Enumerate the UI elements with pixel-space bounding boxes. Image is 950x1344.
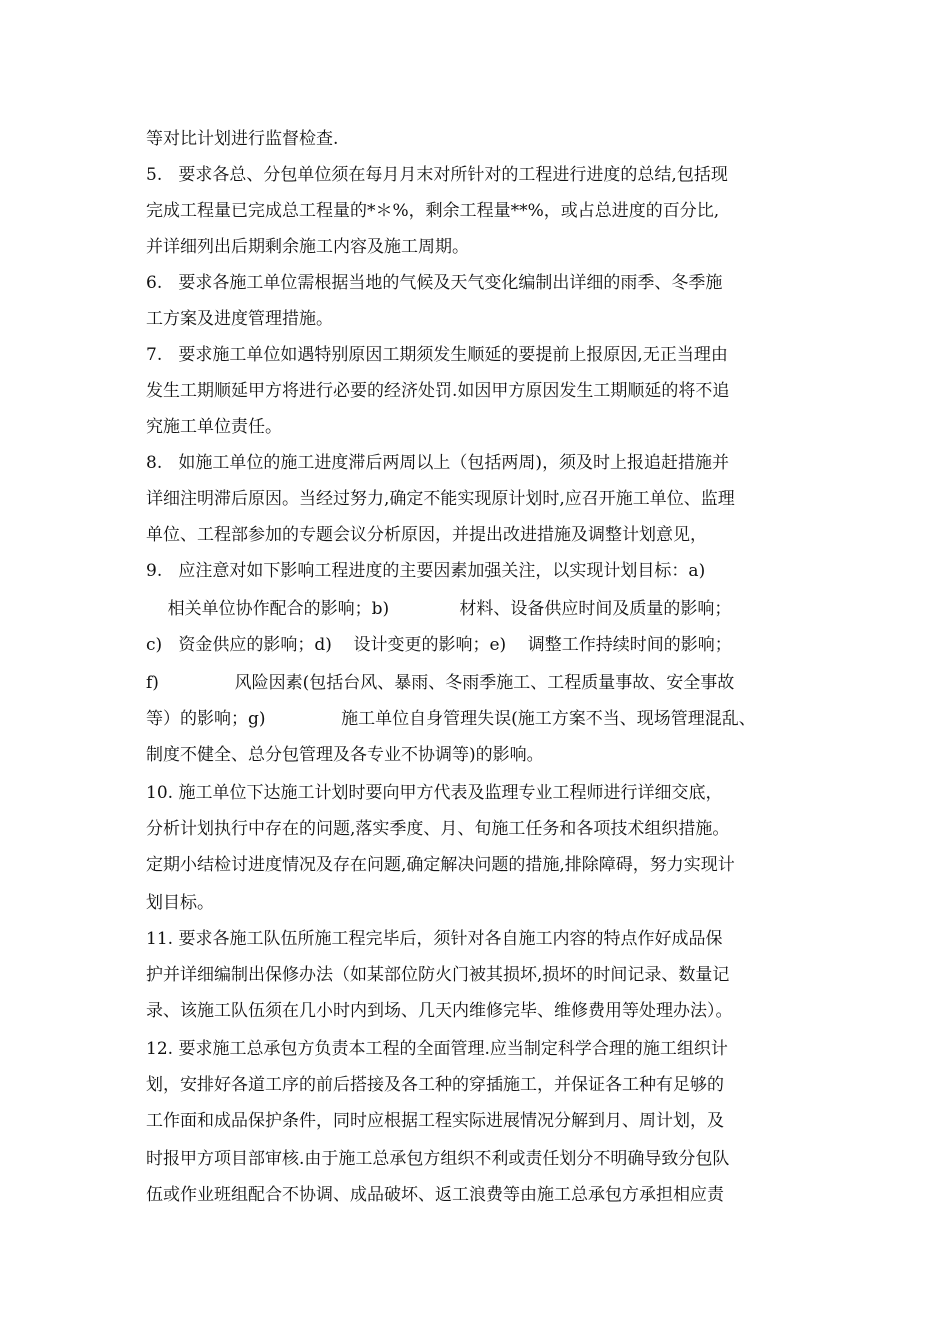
text-line: c) 资金供应的影响；d) 设计变更的影响；e) 调整工作持续时间的影响；: [146, 635, 732, 655]
text-line: 工作面和成品保护条件，同时应根据工程实际进展情况分解到月、周计划，及: [146, 1111, 724, 1131]
text-line: 8. 如施工单位的施工进度滞后两周以上（包括两周)，须及时上报追赶措施并: [146, 453, 730, 473]
text-line: 工方案及进度管理措施。: [146, 309, 333, 329]
text-line: 究施工单位责任。: [146, 417, 282, 437]
text-line: 5. 要求各总、分包单位须在每月月末对所针对的工程进行进度的总结,包括现: [146, 165, 728, 185]
text-line: 10. 施工单位下达施工计划时要向甲方代表及监理专业工程师进行详细交底，: [146, 783, 723, 803]
text-line: 11. 要求各施工队伍所施工程完毕后，须针对各自施工内容的特点作好成品保: [146, 929, 723, 949]
text-line: 时报甲方项目部审核.由于施工总承包方组织不利或责任划分不明确导致分包队: [146, 1149, 730, 1169]
text-line: f) 风险因素(包括台风、暴雨、冬雨季施工、工程质量事故、安全事故: [146, 673, 735, 693]
text-line: 护并详细编制出保修办法（如某部位防火门被其损坏,损坏的时间记录、数量记: [146, 965, 730, 985]
text-line: 等对比计划进行监督检查.: [146, 129, 339, 149]
text-line: 等）的影响；g) 施工单位自身管理失误(施工方案不当、现场管理混乱、: [146, 709, 756, 729]
text-line: 6. 要求各施工单位需根据当地的气候及天气变化编制出详细的雨季、冬季施: [146, 273, 723, 293]
text-line: 单位、工程部参加的专题会议分析原因，并提出改进措施及调整计划意见，: [146, 525, 707, 545]
text-line: 分析计划执行中存在的问题,落实季度、月、旬施工任务和各项技术组织措施。: [146, 819, 730, 839]
text-line: 发生工期顺延甲方将进行必要的经济处罚.如因甲方原因发生工期顺延的将不追: [146, 381, 730, 401]
text-line: 详细注明滞后原因。当经过努力,确定不能实现原计划时,应召开施工单位、监理: [146, 489, 735, 509]
text-line: 伍或作业班组配合不协调、成品破坏、返工浪费等由施工总承包方承担相应责: [146, 1185, 724, 1205]
text-line: 相关单位协作配合的影响；b) 材料、设备供应时间及质量的影响；: [146, 599, 732, 619]
text-line: 划目标。: [146, 893, 214, 913]
text-line: 并详细列出后期剩余施工内容及施工周期。: [146, 237, 469, 257]
text-line: 完成工程量已完成总工程量的*＊%，剩余工程量**%，或占总进度的百分比,: [146, 201, 720, 221]
text-line: 划，安排好各道工序的前后搭接及各工种的穿插施工，并保证各工种有足够的: [146, 1075, 724, 1095]
text-line: 9. 应注意对如下影响工程进度的主要因素加强关注，以实现计划目标：a): [146, 561, 706, 581]
text-line: 定期小结检讨进度情况及存在问题,确定解决问题的措施,排除障碍，努力实现计: [146, 855, 735, 875]
text-line: 12. 要求施工总承包方负责本工程的全面管理.应当制定科学合理的施工组织计: [146, 1039, 728, 1059]
text-line: 制度不健全、总分包管理及各专业不协调等)的影响。: [146, 745, 544, 765]
text-line: 录、该施工队伍须在几小时内到场、几天内维修完毕、维修费用等处理办法）。: [146, 1001, 733, 1021]
text-line: 7. 要求施工单位如遇特别原因工期须发生顺延的要提前上报原因,无正当理由: [146, 345, 728, 365]
